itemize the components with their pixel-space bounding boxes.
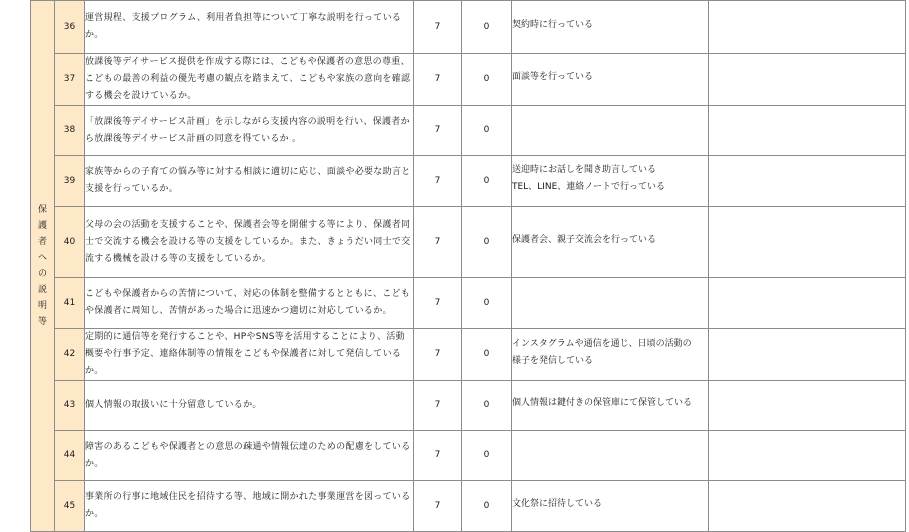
improvement-cell bbox=[709, 1, 906, 54]
note-line: TEL、LINE、連絡ノートで行っている bbox=[512, 182, 666, 192]
item-question: 個人情報の取扱いに十分留意しているか。 bbox=[85, 381, 414, 431]
category-char: 保 bbox=[37, 204, 47, 215]
table-row bbox=[31, 431, 906, 481]
note-cell bbox=[512, 329, 709, 381]
yes-count: 7 bbox=[414, 278, 462, 329]
category-char: 者 bbox=[37, 236, 47, 247]
evaluation-sheet bbox=[30, 0, 906, 532]
improvement-cell bbox=[709, 481, 906, 532]
note-cell bbox=[512, 207, 709, 278]
improvement-cell bbox=[709, 207, 906, 278]
note-line: 面談等を行っている bbox=[512, 72, 594, 82]
note-cell bbox=[512, 156, 709, 207]
no-count: 0 bbox=[462, 431, 512, 481]
note-cell bbox=[512, 381, 709, 431]
note-cell bbox=[512, 106, 709, 156]
table-row bbox=[31, 1, 906, 54]
item-number: 41 bbox=[55, 278, 85, 329]
yes-count: 7 bbox=[414, 1, 462, 54]
table-row bbox=[31, 381, 906, 431]
table-body bbox=[31, 1, 906, 532]
category-char: 明 bbox=[37, 300, 47, 311]
item-number: 39 bbox=[55, 156, 85, 207]
yes-count: 7 bbox=[414, 481, 462, 532]
no-count: 0 bbox=[462, 156, 512, 207]
item-number: 44 bbox=[55, 431, 85, 481]
yes-count: 7 bbox=[414, 207, 462, 278]
yes-count: 7 bbox=[414, 431, 462, 481]
improvement-cell bbox=[709, 329, 906, 381]
yes-count: 7 bbox=[414, 106, 462, 156]
note-line: 個人情報は鍵付きの保管庫にて保管している bbox=[512, 398, 693, 408]
improvement-cell bbox=[709, 278, 906, 329]
table-row bbox=[31, 156, 906, 207]
note-line: 保護者会、親子交流会を行っている bbox=[512, 234, 657, 245]
evaluation-table bbox=[30, 0, 906, 532]
improvement-cell bbox=[709, 381, 906, 431]
table-row bbox=[31, 481, 906, 532]
improvement-cell bbox=[709, 54, 906, 106]
category-char: へ bbox=[37, 252, 47, 263]
category-char: 等 bbox=[37, 316, 47, 327]
improvement-cell bbox=[709, 106, 906, 156]
no-count: 0 bbox=[462, 381, 512, 431]
note-line: インスタグラムや通信を通じ、日頃の活動の bbox=[512, 338, 692, 349]
item-question: 運営規程、支援プログラム、利用者負担等について丁寧な説明を行っているか。 bbox=[85, 1, 414, 54]
yes-count: 7 bbox=[414, 329, 462, 381]
note-cell bbox=[512, 431, 709, 481]
category-char: の bbox=[37, 268, 47, 279]
no-count: 0 bbox=[462, 207, 512, 278]
item-number: 36 bbox=[55, 1, 85, 54]
item-number: 38 bbox=[55, 106, 85, 156]
note-line: 契約時に行っている bbox=[512, 19, 594, 30]
item-question: 「放課後等デイサービス計画」を示しながら支援内容の説明を行い、保護者から放課後等デイサービス計画の同意を得ているか 。 bbox=[85, 106, 414, 156]
item-number: 45 bbox=[55, 481, 85, 532]
note-line: 文化祭に招待している bbox=[512, 498, 603, 509]
item-number: 43 bbox=[55, 381, 85, 431]
table-row bbox=[31, 278, 906, 329]
yes-count: 7 bbox=[414, 54, 462, 106]
item-question: 事業所の行事に地域住民を招待する等、地域に開かれた事業運営を図っているか。 bbox=[85, 481, 414, 532]
item-question: こどもや保護者からの苦情について、対応の体制を整備するとともに、こどもや保護者に周知し、苦情があった場合に迅速かつ適切に対応しているか。 bbox=[85, 278, 414, 329]
table-row bbox=[31, 329, 906, 381]
note-cell bbox=[512, 54, 709, 106]
note-cell bbox=[512, 481, 709, 532]
yes-count: 7 bbox=[414, 381, 462, 431]
category-char: 説 bbox=[37, 284, 47, 295]
no-count: 0 bbox=[462, 329, 512, 381]
table-row bbox=[31, 207, 906, 278]
item-number: 37 bbox=[55, 54, 85, 106]
yes-count: 7 bbox=[414, 156, 462, 207]
improvement-cell bbox=[709, 156, 906, 207]
no-count: 0 bbox=[462, 481, 512, 532]
item-number: 42 bbox=[55, 329, 85, 381]
category-char: 護 bbox=[37, 220, 47, 231]
item-question: 父母の会の活動を支援することや、保護者会等を開催する等により、保護者同士で交流する機会を設ける等の支援をしているか。また、きょうだい同士で交流する機械を設ける等の支援をしているか。 bbox=[85, 207, 414, 278]
item-question: 放課後等デイサービス提供を作成する際には、こどもや保護者の意思の尊重、こどもの最善の利益の優先考慮の観点を踏まえて、こどもや家族の意向を確認する機会を設けているか。 bbox=[85, 54, 414, 106]
item-question: 定期的に通信等を発行することや、HPやSNS等を活用することにより、活動概要や行事予定、連絡体制等の情報をこどもや保護者に対して発信しているか。 bbox=[85, 329, 414, 381]
no-count: 0 bbox=[462, 278, 512, 329]
table-row bbox=[31, 54, 906, 106]
note-line: 送迎時にお話しを聞き助言している bbox=[512, 165, 657, 175]
no-count: 0 bbox=[462, 1, 512, 54]
note-cell bbox=[512, 1, 709, 54]
table-row bbox=[31, 106, 906, 156]
no-count: 0 bbox=[462, 106, 512, 156]
item-number: 40 bbox=[55, 207, 85, 278]
item-question: 家族等からの子育ての悩み等に対する相談に適切に応じ、面談や必要な助言と支援を行っているか。 bbox=[85, 156, 414, 207]
improvement-cell bbox=[709, 431, 906, 481]
item-question: 障害のあるこどもや保護者との意思の疎通や情報伝達のための配慮をしているか。 bbox=[85, 431, 414, 481]
category-cell bbox=[31, 1, 55, 532]
no-count: 0 bbox=[462, 54, 512, 106]
category-label bbox=[38, 202, 47, 330]
note-cell bbox=[512, 278, 709, 329]
note-line: 様子を発信している bbox=[512, 355, 594, 366]
